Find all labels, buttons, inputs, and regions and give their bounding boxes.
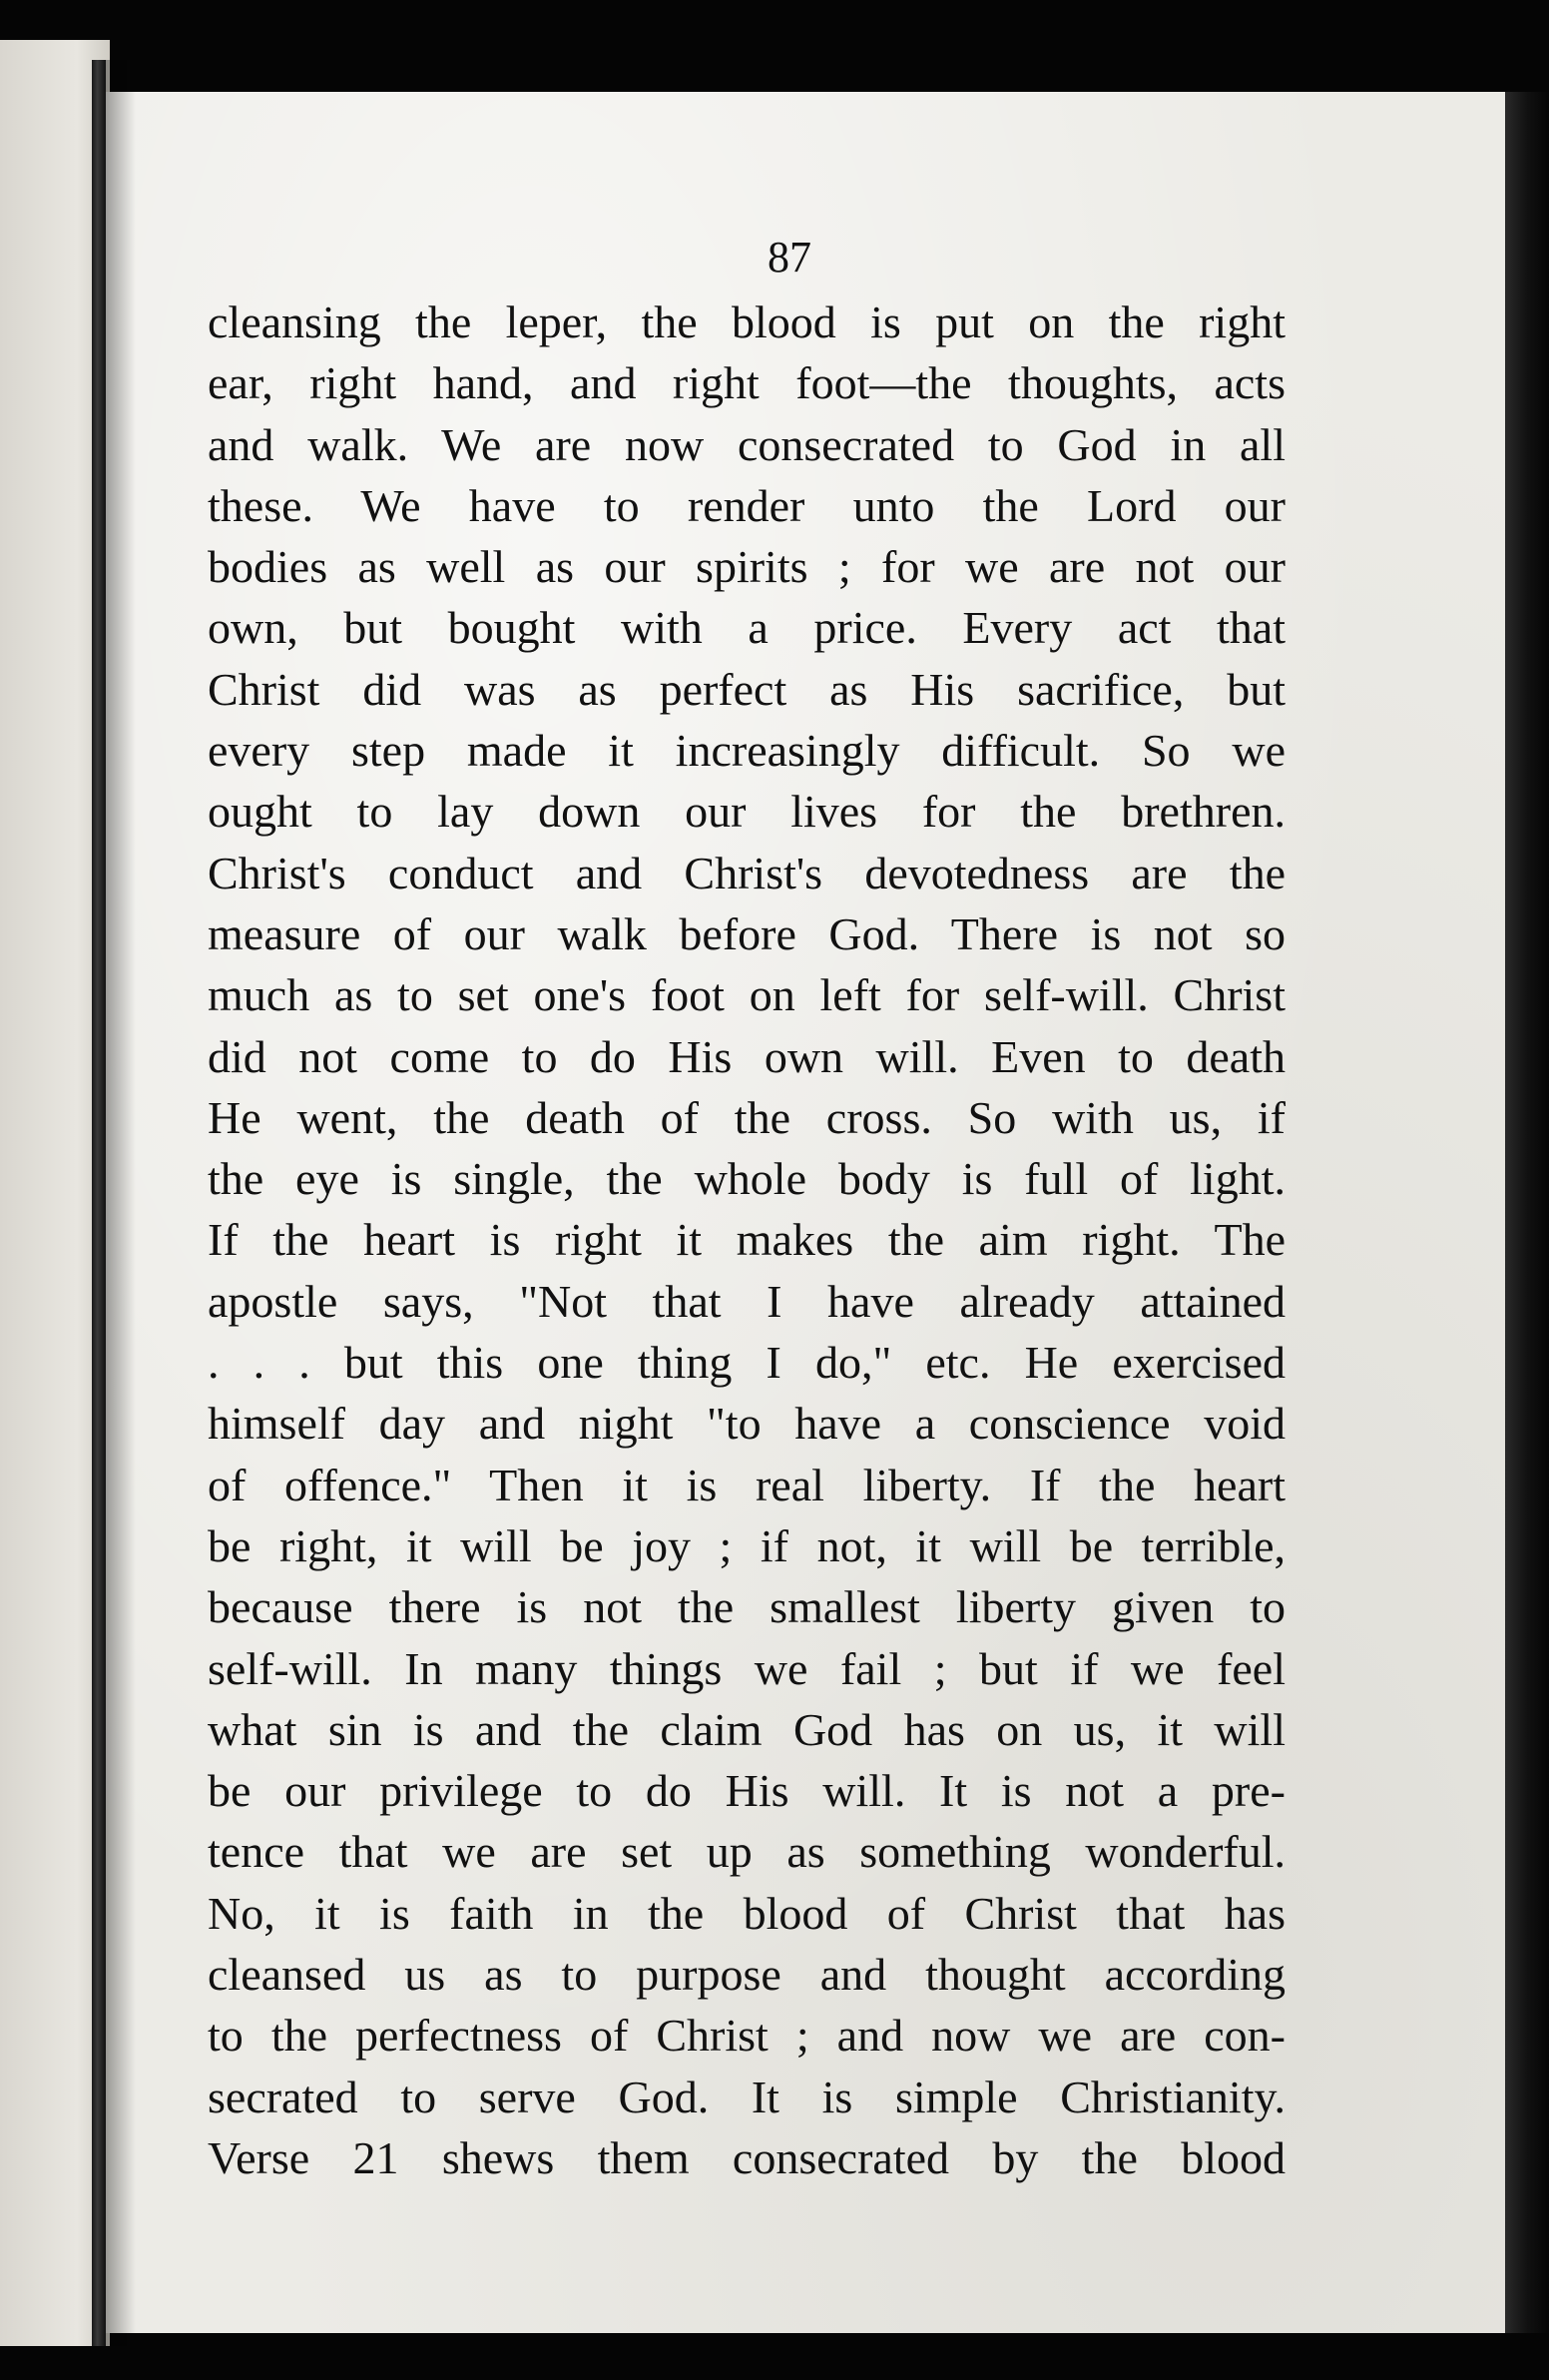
text-line: be our privilege to do His will. It is not a pre- [208,1765,1286,1817]
text-line: ought to lay down our lives for the brethren. [208,786,1286,838]
page-edge-right [1505,92,1549,2333]
text-line: because there is not the smallest liberty given to [208,1581,1286,1633]
text-line: tence that we are set up as something wonderful. [208,1826,1286,1878]
text-line: be right, it will be joy ; if not, it will be terrible, [208,1519,1286,1571]
text-line: to the perfectness of Christ ; and now we are con- [208,2010,1286,2062]
text-line: cleansed us as to purpose and thought according [208,1949,1286,2001]
page-number: 87 [768,233,811,282]
text-line: ear, right hand, and right foot—the thoughts, acts [208,357,1286,409]
text-line: of offence." Then it is real liberty. If the heart [208,1459,1286,1510]
text-line: Verse 21 shews them consecrated by the blood [208,2131,1286,2183]
text-line: cleansing the leper, the blood is put on the right [208,297,1286,347]
text-line: every step made it increasingly difficult. So we [208,725,1286,777]
text-line: and walk. We are now consecrated to God in all [208,418,1286,470]
text-line: apostle says, "Not that I have already attained [208,1275,1286,1327]
text-line: did not come to do His own will. Even to death [208,1030,1286,1082]
text-line: No, it is faith in the blood of Christ that has [208,1887,1286,1939]
text-line: Christ did was as perfect as His sacrifice, but [208,663,1286,715]
book-gutter [92,60,106,2346]
text-line: . . . but this one thing I do," etc. He exercised [208,1337,1286,1389]
text-line: He went, the death of the cross. So with us, if [208,1091,1286,1143]
body-text [208,292,1286,2188]
text-line: these. We have to render unto the Lord our [208,479,1286,531]
text-line: secrated to serve God. It is simple Christianity. [208,2071,1286,2122]
text-line: what sin is and the claim God has on us, it will [208,1703,1286,1755]
gutter-shadow [106,60,136,2346]
text-line: measure of our walk before God. There is not so [208,907,1286,959]
text-line: the eye is single, the whole body is full of light. [208,1153,1286,1205]
text-line: Christ's conduct and Christ's devotedness are the [208,847,1286,898]
text-line: If the heart is right it makes the aim right. The [208,1214,1286,1266]
text-line: self-will. In many things we fail ; but if we feel [208,1642,1286,1694]
text-line: himself day and night "to have a conscience void [208,1398,1286,1450]
text-line: own, but bought with a price. Every act that [208,602,1286,654]
text-line: bodies as well as our spirits ; for we are not our [208,541,1286,593]
text-line: much as to set one's foot on left for self-will. Christ [208,969,1286,1021]
